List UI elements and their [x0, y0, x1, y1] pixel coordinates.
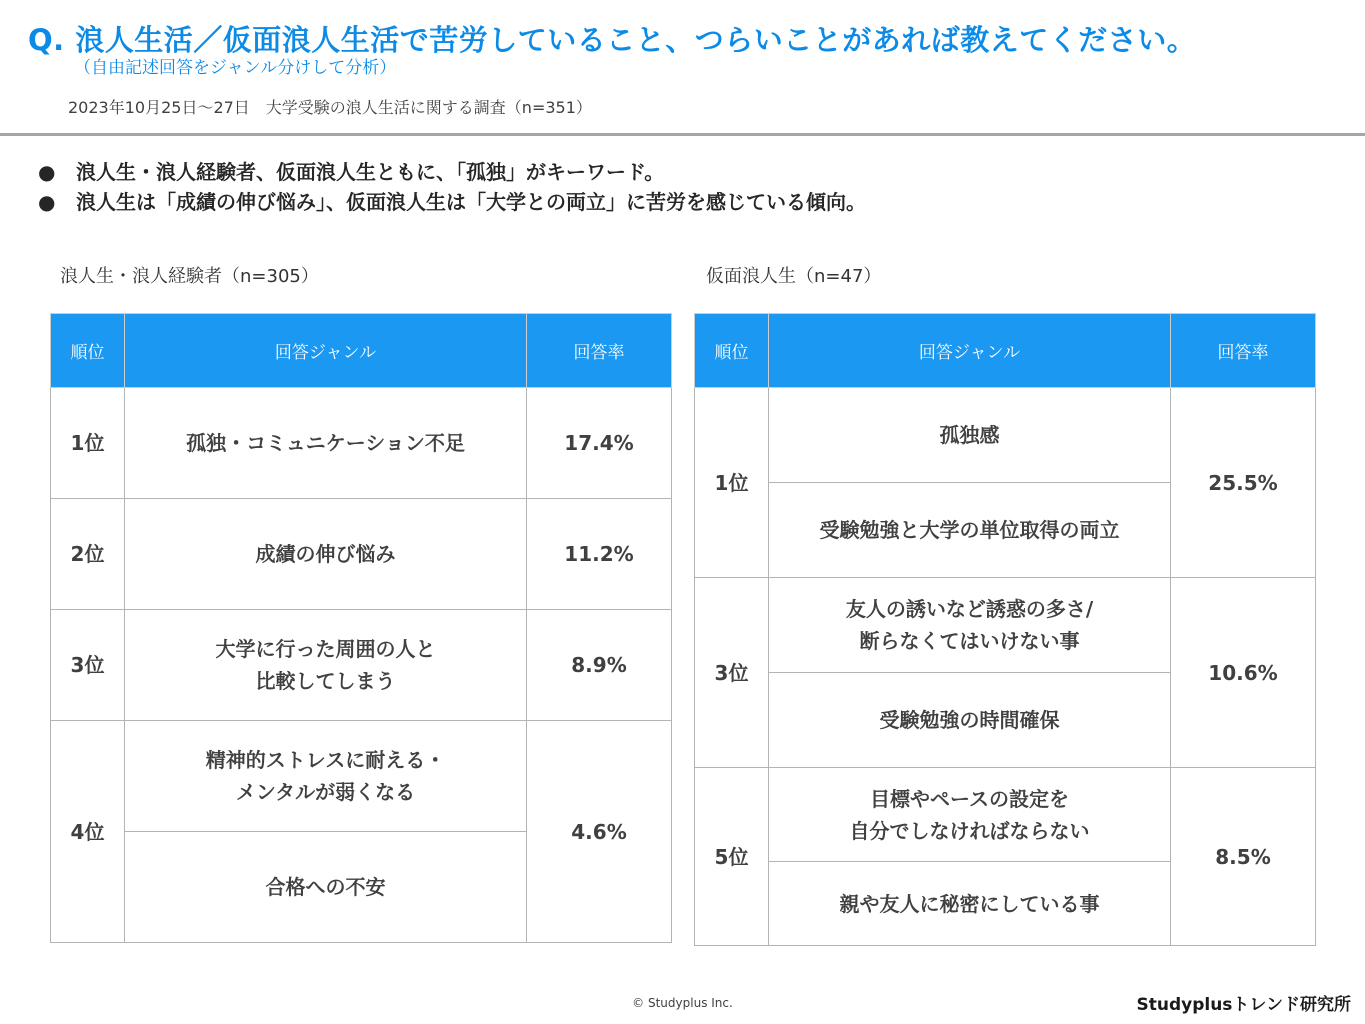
- table-header-row: [695, 314, 1316, 388]
- table-row: [51, 499, 672, 610]
- rank-cell: 2位: [51, 499, 125, 610]
- brand-logo-text: Studyplusトレンド研究所: [1136, 995, 1351, 1015]
- genre-cell: 受験勉強と大学の単位取得の両立: [769, 483, 1171, 578]
- rank-cell: 1位: [695, 388, 769, 578]
- genre-cell: 精神的ストレスに耐える・ メンタルが弱くなる: [125, 721, 527, 832]
- rate-cell: 25.5%: [1171, 388, 1316, 578]
- table-row: [51, 610, 672, 721]
- summary-bullet: [38, 157, 866, 187]
- genre-cell: 大学に行った周囲の人と 比較してしまう: [125, 610, 527, 721]
- rank-cell: 3位: [695, 578, 769, 768]
- bullet-dot-icon: ●: [38, 190, 56, 214]
- table-row: [695, 768, 1316, 862]
- header-genre: 回答ジャンル: [125, 314, 527, 388]
- rate-cell: 10.6%: [1171, 578, 1316, 768]
- table-row: [695, 578, 1316, 673]
- table-header-row: [51, 314, 672, 388]
- table-row: [51, 388, 672, 499]
- survey-info: 2023年10月25日～27日 大学受験の浪人生活に関する調査（n=351）: [68, 98, 592, 117]
- genre-cell: 親や友人に秘密にしている事: [769, 862, 1171, 946]
- summary-bullets: [38, 157, 866, 217]
- genre-cell: 友人の誘いなど誘惑の多さ/ 断らなくてはいけない事: [769, 578, 1171, 673]
- rank-cell: 5位: [695, 768, 769, 946]
- header-rate: 回答率: [1171, 314, 1316, 388]
- question-title: Q. 浪人生活／仮面浪人生活で苦労していること、つらいことがあれば教えてください。: [28, 23, 1197, 57]
- question-subtitle: （自由記述回答をジャンル分けして分析）: [74, 58, 397, 78]
- copyright: © Studyplus Inc.: [632, 996, 733, 1010]
- genre-cell: 成績の伸び悩み: [125, 499, 527, 610]
- right-table-caption: 仮面浪人生（n=47）: [706, 266, 882, 287]
- table-row: [695, 388, 1316, 483]
- bullet-dot-icon: ●: [38, 160, 56, 184]
- bullet-text: 浪人生・浪人経験者、仮面浪人生ともに、「孤独」がキーワード。: [76, 160, 665, 184]
- table-row: [51, 721, 672, 832]
- rate-cell: 11.2%: [527, 499, 672, 610]
- header-genre: 回答ジャンル: [769, 314, 1171, 388]
- kamen-ronin-ranking-table: [694, 313, 1316, 946]
- header-rank: 順位: [695, 314, 769, 388]
- rate-cell: 8.5%: [1171, 768, 1316, 946]
- genre-cell: 受験勉強の時間確保: [769, 673, 1171, 768]
- genre-cell: 孤独・コミュニケーション不足: [125, 388, 527, 499]
- rate-cell: 17.4%: [527, 388, 672, 499]
- rank-cell: 4位: [51, 721, 125, 943]
- genre-cell: 合格への不安: [125, 832, 527, 943]
- rate-cell: 8.9%: [527, 610, 672, 721]
- page-header: [0, 0, 1365, 136]
- ronin-ranking-table: [50, 313, 672, 943]
- genre-cell: 目標やペースの設定を 自分でしなければならない: [769, 768, 1171, 862]
- bullet-text: 浪人生は「成績の伸び悩み」、仮面浪人生は「大学との両立」に苦労を感じている傾向。: [76, 190, 866, 214]
- left-table-caption: 浪人生・浪人経験者（n=305）: [60, 266, 319, 287]
- genre-cell: 孤独感: [769, 388, 1171, 483]
- rate-cell: 4.6%: [527, 721, 672, 943]
- header-rank: 順位: [51, 314, 125, 388]
- rank-cell: 1位: [51, 388, 125, 499]
- summary-bullet: [38, 187, 866, 217]
- header-rate: 回答率: [527, 314, 672, 388]
- rank-cell: 3位: [51, 610, 125, 721]
